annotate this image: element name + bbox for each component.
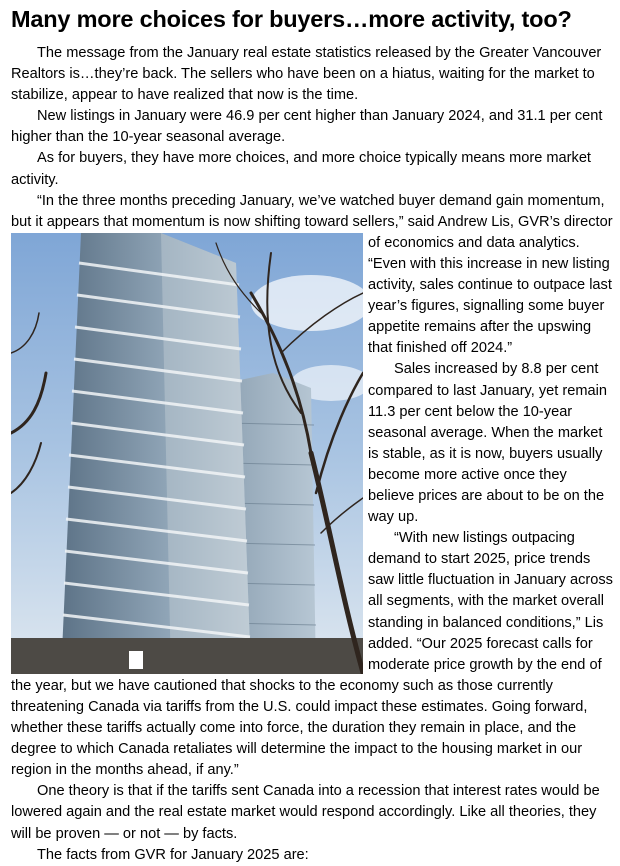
paragraph: Sales increased by 8.8 per cent compared to last January, yet remain 11.3 per cent below the 10-year seasonal average. When the market is stable, as it is now, buyers usually become more active once they believe prices are about to be on the way up. (368, 361, 608, 526)
paragraph: “In the three months preceding January, we’ve watched buyer demand gain momentum, but it appears that momentum is now shifting toward sellers,” said Andrew Lis, GVR’s director of economics and data analytics. “Even with this increase in new listing activity, sales continue to outpace last year’s figures, signalling some buyer appetite remains after the upswing that finished off 2024.” (11, 192, 613, 357)
paragraph: As for buyers, they have more choices, and more choice typically means more market activity. (11, 150, 591, 188)
headline: Many more choices for buyers…more activity, too? (11, 6, 572, 32)
paragraph: New listings in January were 46.9 per cent higher than January 2024, and 31.1 per cent higher than the 10-year seasonal average. (11, 108, 603, 146)
paragraph: “With new listings outpacing demand to start 2025, price trends saw little fluctuation in January across all segments, with the market overall standing in balanced conditions,” Lis added. “Our 2025 forecast calls for moderate price growth by the end of the year, but we have cautioned that shocks to the economy such as those currently threatening Canada via tariffs from the U.S. could impact these estimates. Going forward, whether these tariffs actually come into force, the duration they remain in place, and the degree to which Canada retaliates will determine the impact to the housing market in our region in the months ahead, if any.” (11, 530, 613, 779)
paragraph: The facts from GVR for January 2025 are: (37, 846, 309, 863)
paragraph: One theory is that if the tariffs sent Canada into a recession that interest rates would be lowered again and the real estate market would respond accordingly. Like all theories, they will be proven — or not — by facts. (11, 783, 600, 842)
paragraph: The message from the January real estate statistics released by the Greater Vancouver Realtors is…they’re back. The sellers who have been on a hiatus, waiting for the market to stabilize, appear to have realized that now is the time. (11, 45, 602, 104)
article-body (11, 43, 615, 191)
article-body-wrap (11, 191, 615, 866)
high-rise-towers-photo (11, 233, 363, 674)
